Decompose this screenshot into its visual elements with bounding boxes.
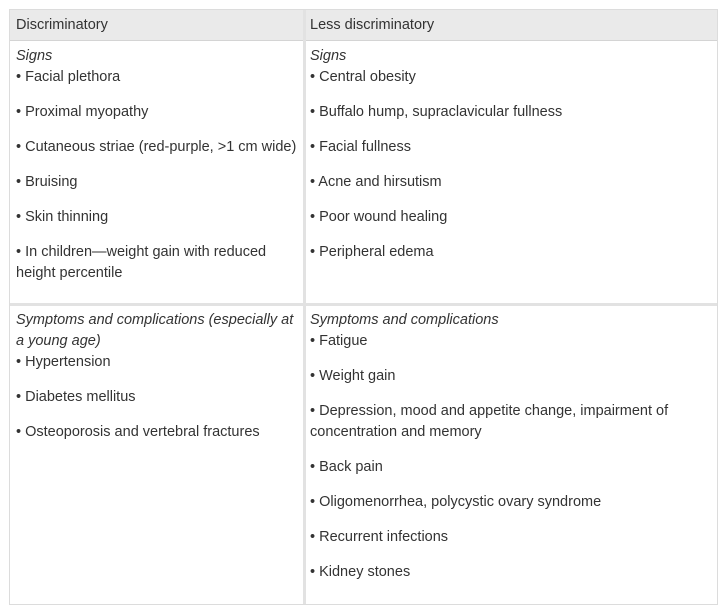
- list-item: • Oligomenorrhea, polycystic ovary syndrome: [310, 494, 602, 510]
- list-item: • Recurrent infections: [310, 529, 449, 545]
- signs-heading: Signs: [310, 48, 347, 64]
- signs-discriminatory-cell: [16, 46, 301, 284]
- row-divider: [10, 303, 717, 306]
- list-item: • Kidney stones: [310, 564, 411, 580]
- list-item: • Cutaneous striae (red-purple, >1 cm wide): [16, 139, 297, 155]
- list-item: • Skin thinning: [16, 209, 109, 225]
- list-item: • Facial fullness: [310, 139, 411, 155]
- symptoms-heading: Symptoms and complications (especially at a young age): [16, 312, 294, 349]
- list-item: • In children—weight gain with reduced height percentile: [16, 244, 267, 281]
- symptoms-heading: Symptoms and complications: [310, 312, 499, 328]
- list-item: • Acne and hirsutism: [310, 174, 442, 190]
- signs-less-discriminatory-cell: [310, 46, 710, 263]
- list-item: • Bruising: [16, 174, 78, 190]
- list-item: • Buffalo hump, supraclavicular fullness: [310, 104, 563, 120]
- symptoms-less-discriminatory-cell: [310, 310, 710, 583]
- list-item: • Fatigue: [310, 333, 368, 349]
- list-item: • Hypertension: [16, 354, 111, 370]
- list-item: • Osteoporosis and vertebral fractures: [16, 424, 260, 440]
- list-item: • Facial plethora: [16, 69, 121, 85]
- list-item: • Central obesity: [310, 69, 416, 85]
- list-item: • Proximal myopathy: [16, 104, 149, 120]
- list-item: • Diabetes mellitus: [16, 389, 136, 405]
- list-item: • Poor wound healing: [310, 209, 448, 225]
- column-divider: [303, 10, 306, 604]
- header-discriminatory: Discriminatory: [16, 17, 108, 33]
- table-header-row: [10, 10, 717, 41]
- symptoms-discriminatory-cell: [16, 310, 301, 443]
- list-item: • Peripheral edema: [310, 244, 434, 260]
- signs-heading: Signs: [16, 48, 53, 64]
- list-item: • Weight gain: [310, 368, 396, 384]
- comparison-table: [9, 9, 718, 605]
- list-item: • Back pain: [310, 459, 383, 475]
- header-less-discriminatory: Less discriminatory: [310, 17, 435, 33]
- list-item: • Depression, mood and appetite change, impairment of concentration and memory: [310, 403, 669, 440]
